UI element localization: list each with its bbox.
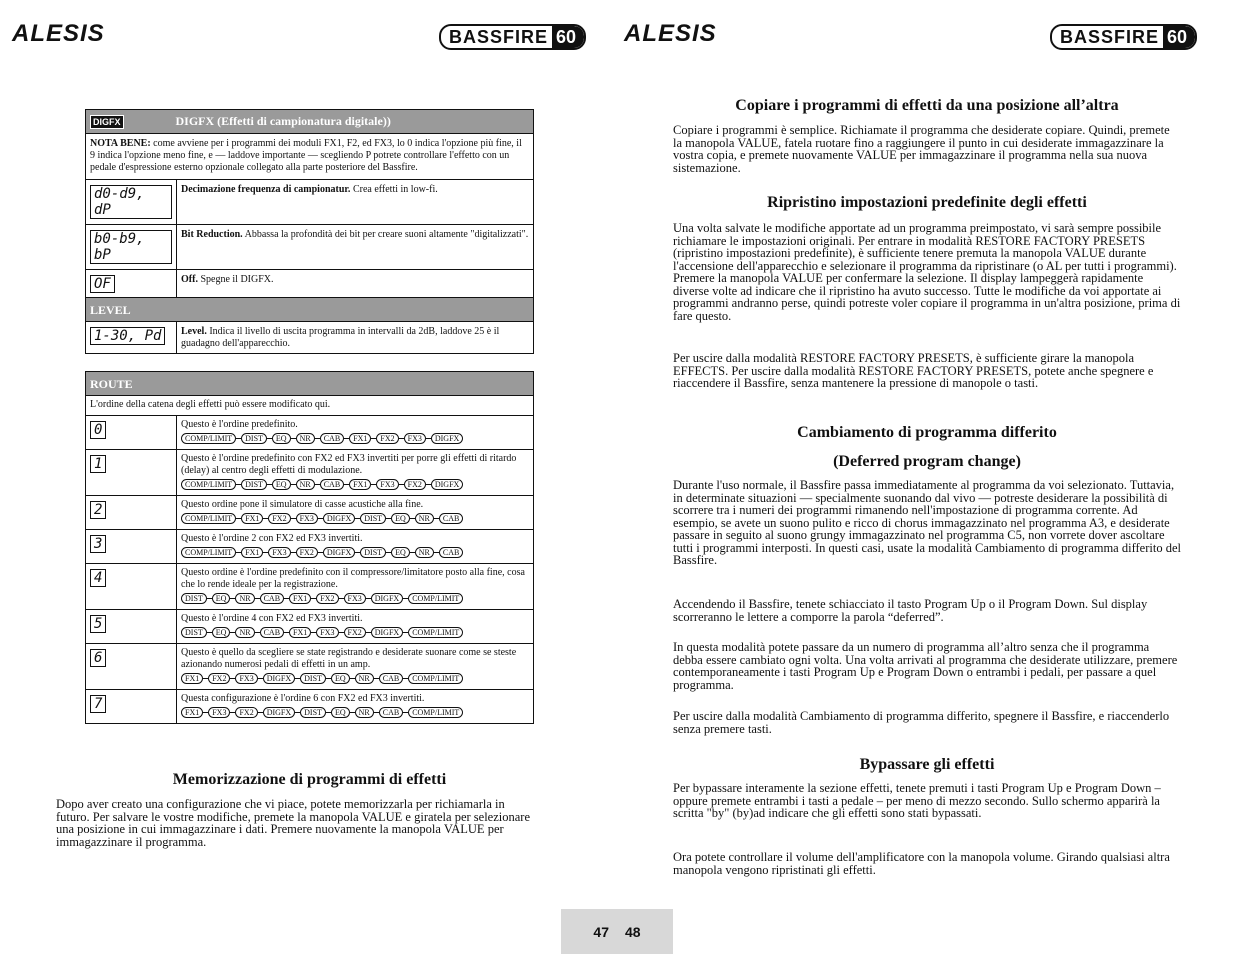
chain-block: CAB bbox=[439, 547, 463, 558]
chain-block: NR bbox=[355, 707, 374, 718]
digfx-table bbox=[85, 109, 534, 299]
chain-block: FX2 bbox=[296, 547, 318, 558]
level-header: LEVEL bbox=[86, 298, 534, 322]
section-body-deferred-3: In questa modalità potete passare da un numero di programma all’altro senza che il programma debba essere cambiato ogni volta. Una volta arrivati al programma che desiderate utilizzare, premere contemporaneamente i tasti Program Up e Program Down o entrambi i pedali, per passare a quel programma. bbox=[673, 640, 1178, 692]
chain-block: CAB bbox=[260, 593, 284, 604]
table-row-symbol bbox=[86, 450, 177, 496]
table-row-symbol bbox=[86, 644, 177, 690]
effects-chain bbox=[181, 707, 529, 719]
section-subtitle-deferred: (Deferred program change) bbox=[833, 453, 1021, 470]
table-row-desc bbox=[177, 416, 534, 450]
alesis-logo-left: ALESIS bbox=[12, 20, 105, 47]
digfx-logo: DIGFX bbox=[90, 115, 124, 129]
chain-block: FX3 bbox=[208, 707, 230, 718]
lcd-symbol: 4 bbox=[90, 569, 106, 587]
table-row-symbol bbox=[86, 690, 177, 724]
chain-block: NR bbox=[296, 479, 315, 490]
chain-connector bbox=[339, 632, 344, 633]
chain-block: DIGFX bbox=[371, 593, 403, 604]
route-intro: L'ordine della catena degli effetti può essere modificato qui. bbox=[86, 396, 534, 416]
table-row bbox=[86, 610, 534, 644]
chain-block: DIST bbox=[181, 627, 207, 638]
chain-block: FX3 bbox=[268, 547, 290, 558]
chain-connector bbox=[339, 598, 344, 599]
chain-block: FX1 bbox=[289, 627, 311, 638]
page-number-right: 48 bbox=[625, 923, 641, 940]
chain-block: CAB bbox=[379, 707, 403, 718]
table-row-desc bbox=[177, 530, 534, 564]
chain-block: DIGFX bbox=[323, 513, 355, 524]
row-text: Questo è quello da scegliere se state registrando e desiderate suonare come se steste azionando numerosi pedali di effetti in un amp. bbox=[181, 647, 517, 670]
chain-block: DIST bbox=[300, 707, 326, 718]
note-text: come avviene per i programmi dei moduli FX1, F2, ed FX3, lo 0 indica l'opzione più fine, il 9 indica l'opzione meno fine, e — laddove importante — scegliendo P potrete controllare l'effetto con un pedale d'espressione esterno opzionale collegato alla parte posteriore del Bassfire. bbox=[90, 138, 522, 173]
model-number: 60 bbox=[1163, 26, 1195, 48]
table-row-symbol bbox=[86, 322, 177, 354]
chain-connector bbox=[255, 598, 260, 599]
chain-connector bbox=[366, 632, 371, 633]
effects-chain bbox=[181, 593, 529, 605]
chain-block: DIST bbox=[300, 673, 326, 684]
chain-connector bbox=[374, 678, 379, 679]
chain-block: COMP/LIMIT bbox=[408, 707, 463, 718]
chain-block: DIGFX bbox=[263, 673, 295, 684]
chain-connector bbox=[315, 484, 320, 485]
chain-block: FX2 bbox=[208, 673, 230, 684]
section-body-deferred-4: Per uscire dalla modalità Cambiamento di programma differito, spegnere il Bassfire, e riaccenderlo senza premere tasti. bbox=[673, 709, 1170, 736]
page-number-left: 47 bbox=[593, 923, 609, 940]
page-numbers bbox=[561, 909, 673, 954]
section-body-bypass-2: Ora potete controllare il volume dell'amplificatore con la manopola volume. Girando qualsiasi altra manopola vengono ripristinati gli effetti. bbox=[673, 850, 1170, 877]
row-text: Crea effetti in low-fi. bbox=[350, 184, 438, 195]
row-text: Spegne il DIGFX. bbox=[197, 274, 274, 285]
row-title: Bit Reduction. bbox=[181, 229, 243, 240]
chain-block: EQ bbox=[212, 593, 231, 604]
chain-block: FX1 bbox=[241, 513, 263, 524]
model-name: BASSFIRE bbox=[449, 26, 549, 47]
chain-connector bbox=[315, 438, 320, 439]
row-text: Indica il livello di uscita programma in intervalli da 2dB, laddove 25 è il guadagno dell'apparecchio. bbox=[181, 326, 500, 349]
table-row bbox=[86, 450, 534, 496]
table-row-symbol bbox=[86, 610, 177, 644]
table-row-desc bbox=[177, 610, 534, 644]
table-row-desc bbox=[177, 450, 534, 496]
effects-chain bbox=[181, 547, 529, 559]
chain-block: FX2 bbox=[404, 479, 426, 490]
chain-connector bbox=[291, 518, 296, 519]
row-text: Questo ordine è l'ordine predefinito con il compressore/limitatore posto alla fine, cosa che lo rende ideale per la registrazione. bbox=[181, 567, 525, 590]
note-label: NOTA BENE: bbox=[90, 138, 151, 149]
digfx-header bbox=[86, 110, 534, 134]
section-body-deferred-1: Durante l'uso normale, il Bassfire passa immediatamente al programma da voi selezionato. Tuttavia, in determinate situazioni — specialmente suonando dal vivo — potreste desiderare la possibilità di scorrere tra i numeri dei programmi rimanendo nell'impostazione di programma corrente. Ad esempio, se avete un suono pulito e ricco di chorus immagazzinato nel programma A3, e desiderate passare in seguito al suono grungy immagazzinato nel programma C5, non vorrete dover ascoltare tutti i programmi interposti. In questi casi, usate la modalità Cambiamento di programma differito del Bassfire. bbox=[673, 478, 1181, 567]
row-title: Level. bbox=[181, 326, 207, 337]
chain-block: FX2 bbox=[344, 627, 366, 638]
chain-block: DIGFX bbox=[431, 479, 463, 490]
row-text: Questo è l'ordine predefinito con FX2 ed FX3 invertiti per porre gli effetti di ritardo (delay) al centro degli effetti di modulazione. bbox=[181, 453, 517, 476]
chain-connector bbox=[366, 598, 371, 599]
table-row-symbol bbox=[86, 564, 177, 610]
chain-connector bbox=[291, 484, 296, 485]
chain-block: FX2 bbox=[268, 513, 290, 524]
lcd-symbol: 5 bbox=[90, 615, 106, 633]
table-row-desc bbox=[177, 690, 534, 724]
chain-block: COMP/LIMIT bbox=[408, 673, 463, 684]
table-row bbox=[86, 496, 534, 530]
chain-block: FX2 bbox=[316, 593, 338, 604]
section-body-bypass-1: Per bypassare interamente la sezione effetti, tenete premuti i tasti Program Up e Program Down – oppure premete entrambi i tasti a pedale – per meno di mezzo secondo. Sullo schermo apparirà la scritta "by" (by)ad indicare che gli effetti sono stati bypassati. bbox=[673, 781, 1161, 820]
table-row-symbol bbox=[86, 270, 177, 299]
chain-connector bbox=[350, 678, 355, 679]
table-row-desc bbox=[177, 180, 534, 225]
chain-block: FX3 bbox=[235, 673, 257, 684]
table-row-desc bbox=[177, 225, 534, 270]
effects-chain bbox=[181, 479, 529, 491]
section-body-restore-1: Una volta salvate le modifiche apportate ad un programma preimpostato, vi sarà sempre possibile richiamare le impostazioni originali. Per entrare in modalità RESTORE FACTORY PRESETS (ripristino impostazioni predefinite), è sufficiente tenere premuta la manopola VALUE durante l'accensione dell'apparecchio e selezionare il programma da ripristinare (o AL per tutti i programmi). Premere la manopola VALUE per confermare la selezione. Il display lampeggerà rapidamente diverse volte ad indicare che il ripristino ha avuto successo. Tutte le modifiche da voi apportate ai programmi andranno perse, quindi potreste voler copiare il programma in un'altra posizione, prima di fare questo. bbox=[673, 221, 1181, 323]
chain-connector bbox=[291, 438, 296, 439]
chain-block: CAB bbox=[320, 433, 344, 444]
lcd-symbol: 2 bbox=[90, 501, 106, 519]
chain-block: EQ bbox=[272, 479, 291, 490]
chain-block: EQ bbox=[331, 673, 350, 684]
level-table bbox=[85, 297, 534, 354]
alesis-logo-right: ALESIS bbox=[624, 20, 717, 47]
section-title-copy: Copiare i programmi di effetti da una posizione all’altra bbox=[735, 97, 1119, 114]
chain-block: EQ bbox=[331, 707, 350, 718]
chain-block: FX2 bbox=[235, 707, 257, 718]
section-body-restore-2: Per uscire dalla modalità RESTORE FACTORY PRESETS, è sufficiente girare la manopola EFFECTS. Per uscire dalla modalità RESTORE FACTORY PRESETS, potete anche spegnere e riaccendere il Bassfire, senza mantenere la pressione di manopole o tasti. bbox=[673, 351, 1154, 390]
chain-block: NR bbox=[415, 547, 434, 558]
chain-connector bbox=[258, 712, 263, 713]
row-text: Questa configurazione è l'ordine 6 con FX2 ed FX3 invertiti. bbox=[181, 693, 425, 704]
chain-block: FX1 bbox=[181, 673, 203, 684]
chain-block: FX1 bbox=[349, 433, 371, 444]
lcd-symbol: 6 bbox=[90, 649, 106, 667]
chain-block: FX3 bbox=[344, 593, 366, 604]
chain-block: NR bbox=[415, 513, 434, 524]
chain-block: NR bbox=[296, 433, 315, 444]
chain-block: FX1 bbox=[289, 593, 311, 604]
chain-block: DIGFX bbox=[431, 433, 463, 444]
chain-block: COMP/LIMIT bbox=[408, 627, 463, 638]
chain-block: FX3 bbox=[376, 479, 398, 490]
chain-block: CAB bbox=[439, 513, 463, 524]
lcd-symbol: OF bbox=[90, 275, 115, 293]
chain-block: EQ bbox=[272, 433, 291, 444]
row-text: Abbassa la profondità dei bit per creare suoni altamente "digitalizzati". bbox=[242, 229, 529, 240]
bassfire-logo-right bbox=[1050, 24, 1197, 50]
chain-block: COMP/LIMIT bbox=[181, 513, 236, 524]
chain-block: DIGFX bbox=[263, 707, 295, 718]
chain-connector bbox=[255, 632, 260, 633]
chain-block: DIST bbox=[360, 547, 386, 558]
table-row-symbol bbox=[86, 416, 177, 450]
chain-block: COMP/LIMIT bbox=[181, 433, 236, 444]
lcd-symbol: 0 bbox=[90, 421, 106, 439]
chain-connector bbox=[410, 518, 415, 519]
chain-connector bbox=[291, 552, 296, 553]
chain-block: EQ bbox=[391, 547, 410, 558]
table-row-desc bbox=[177, 644, 534, 690]
table-row bbox=[86, 690, 534, 724]
row-text: Questo è l'ordine predefinito. bbox=[181, 419, 298, 430]
lcd-symbol: 3 bbox=[90, 535, 106, 553]
chain-block: CAB bbox=[379, 673, 403, 684]
row-title: Off. bbox=[181, 274, 198, 285]
effects-chain bbox=[181, 627, 529, 639]
chain-block: DIST bbox=[241, 479, 267, 490]
digfx-note bbox=[86, 134, 534, 180]
chain-block: CAB bbox=[320, 479, 344, 490]
chain-connector bbox=[374, 712, 379, 713]
bassfire-logo-left bbox=[439, 24, 586, 50]
chain-connector bbox=[350, 712, 355, 713]
section-body-memorize bbox=[56, 798, 534, 848]
table-row bbox=[86, 530, 534, 564]
digfx-title: DIGFX (Effetti di campionatura digitale)) bbox=[175, 113, 391, 128]
chain-block: COMP/LIMIT bbox=[181, 479, 236, 490]
model-name: BASSFIRE bbox=[1060, 26, 1160, 47]
chain-block: FX1 bbox=[181, 707, 203, 718]
table-row-symbol bbox=[86, 530, 177, 564]
body-text: Dopo aver creato una configurazione che vi piace, potete memorizzarla per richiamarla in futuro. Per salvare le vostre modifiche, premete la manopola VALUE e giratela per selezionare una posizione in cui immagazzinare i dati. Premere nuovamente la manopola VALUE per immagazzinare il programma. bbox=[56, 797, 531, 849]
chain-block: DIST bbox=[241, 433, 267, 444]
chain-block: EQ bbox=[391, 513, 410, 524]
lcd-symbol: 1-30, Pd bbox=[90, 327, 165, 345]
table-row-desc bbox=[177, 322, 534, 354]
chain-block: COMP/LIMIT bbox=[181, 547, 236, 558]
chain-block: FX2 bbox=[376, 433, 398, 444]
chain-block: FX3 bbox=[296, 513, 318, 524]
chain-block: NR bbox=[235, 593, 254, 604]
chain-block: NR bbox=[235, 627, 254, 638]
chain-connector bbox=[258, 678, 263, 679]
chain-block: FX3 bbox=[316, 627, 338, 638]
table-row-desc bbox=[177, 564, 534, 610]
row-text: Questo è l'ordine 2 con FX2 ed FX3 invertiti. bbox=[181, 533, 363, 544]
table-row bbox=[86, 564, 534, 610]
lcd-symbol: 1 bbox=[90, 455, 106, 473]
chain-block: DIGFX bbox=[323, 547, 355, 558]
route-rows bbox=[86, 416, 534, 724]
route-table bbox=[85, 371, 534, 724]
table-row-symbol bbox=[86, 180, 177, 225]
chain-block: COMP/LIMIT bbox=[408, 593, 463, 604]
chain-block: CAB bbox=[260, 627, 284, 638]
chain-block: DIGFX bbox=[371, 627, 403, 638]
chain-connector bbox=[410, 552, 415, 553]
chain-block: EQ bbox=[212, 627, 231, 638]
table-row-symbol bbox=[86, 496, 177, 530]
chain-block: FX3 bbox=[404, 433, 426, 444]
section-body-deferred-2: Accendendo il Bassfire, tenete schiacciato il tasto Program Up o il Program Down. Sul display scorreranno le lettere a comporre la parola “deferred”. bbox=[673, 597, 1148, 624]
chain-block: DIST bbox=[360, 513, 386, 524]
row-title: Decimazione frequenza di campionatur. bbox=[181, 184, 351, 195]
lcd-symbol: b0-b9, bP bbox=[90, 230, 172, 264]
section-title-memorize: Memorizzazione di programmi di effetti bbox=[172, 771, 447, 788]
chain-connector bbox=[399, 438, 404, 439]
lcd-symbol: 7 bbox=[90, 695, 106, 713]
table-row bbox=[86, 644, 534, 690]
section-title-bypass: Bypassare gli effetti bbox=[859, 756, 995, 773]
chain-block: FX1 bbox=[241, 547, 263, 558]
chain-block: NR bbox=[355, 673, 374, 684]
chain-block: DIST bbox=[181, 593, 207, 604]
row-text: Questo è l'ordine 4 con FX2 ed FX3 invertiti. bbox=[181, 613, 363, 624]
chain-connector bbox=[399, 484, 404, 485]
effects-chain bbox=[181, 433, 529, 445]
table-row-desc bbox=[177, 270, 534, 299]
lcd-symbol: d0-d9, dP bbox=[90, 185, 172, 219]
model-number: 60 bbox=[552, 26, 584, 48]
effects-chain bbox=[181, 513, 529, 525]
effects-chain bbox=[181, 673, 529, 685]
section-title-restore: Ripristino impostazioni predefinite degli effetti bbox=[767, 194, 1087, 211]
row-text: Questo ordine pone il simulatore di casse acustiche alla fine. bbox=[181, 499, 424, 510]
table-row bbox=[86, 416, 534, 450]
section-body-copy: Copiare i programmi è semplice. Richiamate il programma che desiderate copiare. Quindi, premete la manopola VALUE, fatela ruotare fino a raggiungere il punto in cui desiderate immagazzinare la vostra copia, e premete nuovamente VALUE per immagazzinare il programma nella sua nuova sistemazione. bbox=[673, 123, 1170, 175]
table-row-desc bbox=[177, 496, 534, 530]
chain-block: FX1 bbox=[349, 479, 371, 490]
route-header: ROUTE bbox=[86, 372, 534, 396]
section-title-deferred: Cambiamento di programma differito bbox=[797, 424, 1057, 441]
table-row-symbol bbox=[86, 225, 177, 270]
